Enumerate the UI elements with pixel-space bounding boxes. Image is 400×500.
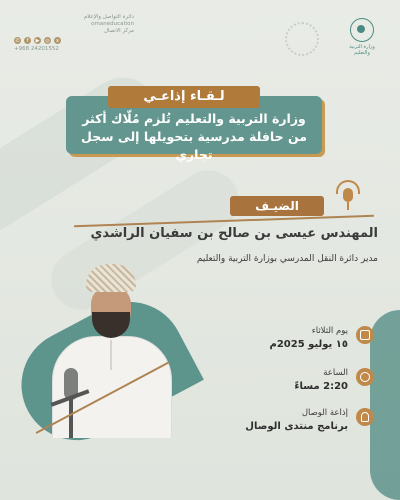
- guest-title: مدير دائرة النقل المدرسي بوزارة التربية والتعليم: [196, 254, 378, 264]
- guest-name: المهندس عيسى بن صالح بن سفيان الراشدي: [90, 226, 378, 241]
- program-type-badge: لـقـاء إذاعـي: [108, 86, 260, 108]
- time-row: [224, 368, 374, 402]
- headline-line: وزارة التربية والتعليم تُلزم مُلّاك أكثر: [82, 111, 306, 126]
- date-value: ١٥ يوليو 2025م: [269, 339, 348, 350]
- vision-ring-icon: [285, 22, 319, 56]
- radio-mic-icon: [356, 408, 374, 426]
- guest-label: الضيـف: [230, 196, 324, 216]
- headline-line: من حافلة مدرسية بتحويلها إلى سجل تجاري: [81, 129, 307, 162]
- calendar-icon: [356, 326, 374, 344]
- khanjar-emblem-icon: [350, 18, 374, 42]
- x-icon[interactable]: x: [54, 37, 61, 44]
- oman-vision-logo: [281, 22, 325, 60]
- guest-portrait: [20, 258, 195, 438]
- ministry-name: وزارة التربية والتعليم: [349, 44, 375, 56]
- facebook-icon[interactable]: f: [24, 37, 31, 44]
- time-value: 2:20 مساءً: [294, 381, 348, 392]
- program-name: برنامج منتدى الوصال: [245, 421, 348, 432]
- decor-teal-bar: [370, 310, 400, 500]
- time-label: الساعة: [323, 368, 348, 378]
- youtube-icon[interactable]: ▶: [35, 37, 40, 44]
- clock-icon: [356, 368, 374, 386]
- contact-line: دائرة التواصل والإعلام: [83, 14, 134, 20]
- social-icons: [14, 37, 134, 44]
- whatsapp-icon[interactable]: ✆: [15, 37, 20, 44]
- day-label: يوم الثلاثاء: [311, 326, 348, 336]
- station-label: إذاعة الوصال: [301, 408, 348, 418]
- ministry-logo: [342, 18, 382, 64]
- contact-block: [14, 14, 134, 52]
- phone-number: +968 24201552: [14, 46, 59, 52]
- contact-line: مركز الاتصال: [103, 28, 134, 34]
- date-row: [224, 326, 374, 360]
- instagram-icon[interactable]: ◎: [45, 37, 50, 44]
- station-row: [224, 408, 374, 442]
- podcast-mic-icon: [336, 180, 360, 214]
- contact-line: omaneducation: [91, 21, 134, 27]
